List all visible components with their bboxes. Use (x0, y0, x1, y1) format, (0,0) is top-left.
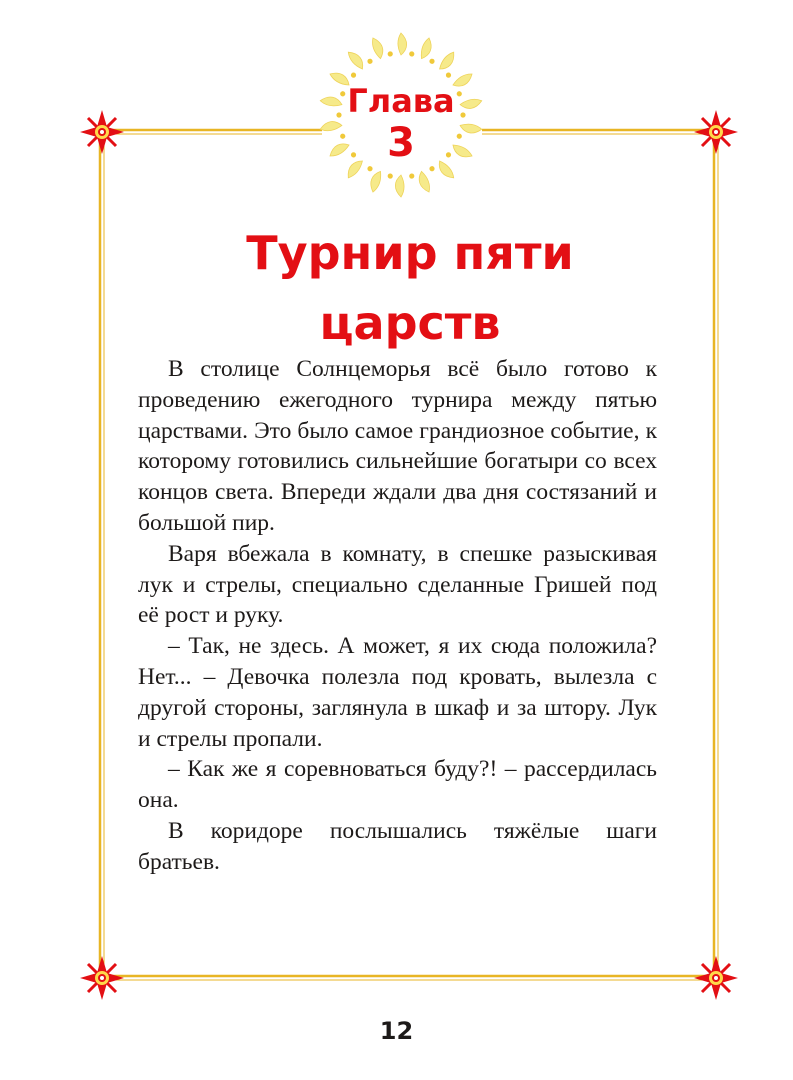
paragraph: В коридоре послышались тяжёлые шаги братьев. (138, 817, 657, 875)
chapter-label: Глава (347, 82, 455, 120)
paragraph: – Как же я соревноваться буду?! – рассердилась она. (138, 756, 657, 814)
chapter-number: 3 (387, 120, 415, 166)
page-number: 12 (379, 1017, 414, 1045)
paragraph: В столице Солнцеморья всё было готово к проведению ежегодного турнира между пятью царствами. Это было самое грандиозное событие, к которому готовились сильнейшие богатыри со всех концов света. Впереди ждали два дня состязаний и большой пир. (138, 356, 657, 536)
chapter-badge (316, 30, 486, 200)
body-text (138, 354, 657, 878)
corner-flower-icon (694, 110, 738, 154)
corner-flower-icon (80, 956, 124, 1000)
chapter-title (150, 218, 670, 358)
corner-flower-icon (694, 956, 738, 1000)
chapter-title-line: Турнир пяти (246, 226, 574, 280)
paragraph: Варя вбежала в комнату, в спешке разыскивая лук и стрелы, специально сделанные Гришей под её рост и руку. (138, 540, 657, 629)
corner-flower-icon (80, 110, 124, 154)
chapter-title-line: царств (319, 296, 501, 350)
paragraph: – Так, не здесь. А может, я их сюда положила? Нет... – Девочка полезла под кровать, вылезла с другой стороны, заглянула в шкаф и за штору. Лук и стрелы пропали. (138, 633, 657, 752)
